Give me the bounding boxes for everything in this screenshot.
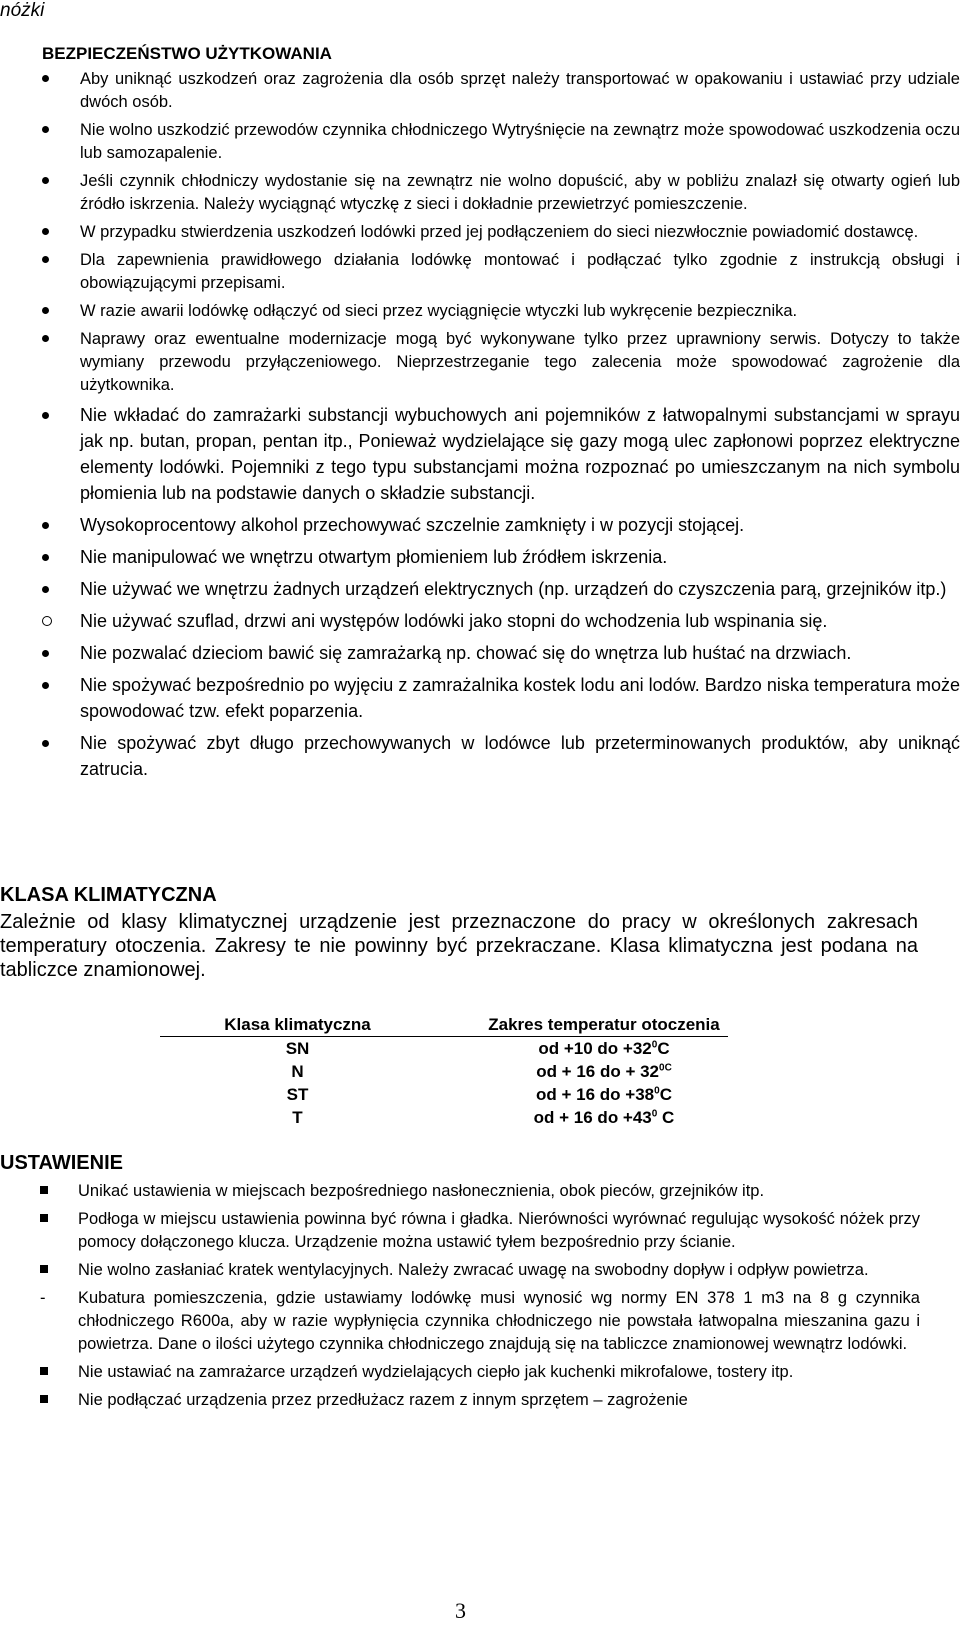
bullet-icon [42,512,76,538]
square-bullet-icon [40,1208,70,1231]
table-header: Klasa klimatyczna [160,1013,435,1037]
list-item: Nie używać we wnętrzu żadnych urządzeń elektrycznych (np. urządzeń do czyszczenia parą, grzejników itp.) [42,576,960,602]
klasa-heading: KLASA KLIMATYCZNA [0,884,217,906]
list-item: Unikać ustawienia w miejscach bezpośredniego nasłonecznienia, obok pieców, grzejników itp. [40,1180,920,1203]
list-item: Nie pozwalać dzieciom bawić się zamrażarką np. chować się do wnętrza lub huśtać na drzwiach. [42,640,960,666]
list-item: Podłoga w miejscu ustawienia powinna być równa i gładka. Nierówności wyrównać regulując wysokość nóżek przy pomocy dołączonego klucza. Urządzenie można ustawić tyłem bezpośrednio przy ścianie. [40,1208,920,1254]
table-row: SN od +10 do $+32^0C$ [285,1038,670,1058]
safety-list [42,68,960,788]
bullet-icon [42,300,76,323]
dash-bullet: - [40,1289,46,1307]
list-item: - Kubatura pomieszczenia, gdzie ustawiamy lodówkę musi wynosić wg normy EN 378 1 m3 na 8 g czynnika chłodniczego R600a, aby w razie wypłynięcia czynnika chłodniczego nie powstała łatwopalna mieszanina gazu i powietrza. Dane o ilości użytego czynnika chłodniczego znajdują się na tabliczce znamionowej wewnątrz lodówki. [40,1289,920,1353]
square-bullet-icon [40,1259,70,1282]
bullet-icon [42,328,76,351]
bullet-icon [42,672,76,698]
list-item: Nie spożywać bezpośrednio po wyjęciu z zamrażalnika kostek lodu ani lodów. Bardzo niska temperatura może spowodować tzw. efekt poparzenia. [42,672,960,724]
table-row: ST od + 16 do $+38^0C$ [286,1084,672,1104]
bullet-icon [42,119,76,142]
bullet-icon [42,544,76,570]
bullet-icon [42,221,76,244]
list-item: Aby uniknąć uszkodzeń oraz zagrożenia dla osób sprzęt należy transportować w opakowaniu i ustawiać przy udziale dwóch osób. [42,68,960,114]
table-header: Zakres temperatur otoczenia [435,1013,728,1037]
bullet-icon [42,68,76,91]
list-item: Nie podłączać urządzenia przez przedłużacz razem z innym sprzętem – zagrożenie [40,1389,920,1412]
circle-bullet-icon [42,608,76,634]
list-item: Jeśli czynnik chłodniczy wydostanie się na zewnątrz nie wolno dopuścić, aby w pobliżu znalazł się otwarty ogień lub źródło iskrzenia. Należy wyciągnąć wtyczkę z sieci i dokładnie przewietrzyć pomieszczenie. [42,170,960,216]
bullet-icon [42,402,76,428]
bullet-icon [42,249,76,272]
list-item: Nie wolno uszkodzić przewodów czynnika chłodniczego Wytryśnięcie na zewnątrz może spowodować uszkodzenia oczu lub samozapalenie. [42,119,960,165]
bullet-icon [42,730,76,756]
list-item: W razie awarii lodówkę odłączyć od sieci przez wyciągnięcie wtyczki lub wykręcenie bezpiecznika. [42,300,960,323]
page-number: 3 [455,1598,466,1623]
ustawienie-list [40,1180,920,1417]
bullet-icon [42,170,76,193]
square-bullet-icon [40,1361,70,1384]
climate-class-table [160,1013,728,1129]
table-row: N od + 16 do + $32^{0C}$ [291,1061,672,1081]
list-item: Nie wkładać do zamrażarki substancji wybuchowych ani pojemników z łatwopalnymi substancjami w sprayu jak np. butan, propan, pentan itp., Ponieważ wydzielające się gazy mogą ulec zapłonowi poprzez elektryczne elementy lodówki. Pojemniki z tego typu substancjami można rozpoznać po umieszczanym na nich symbolu płomienia lub na podstawie danych o składzie substancji. [42,402,960,506]
list-item: Nie ustawiać na zamrażarce urządzeń wydzielających ciepło jak kuchenki mikrofalowe, tostery itp. [40,1361,920,1384]
ustawienie-heading: USTAWIENIE [0,1152,123,1174]
klasa-paragraph: Zależnie od klasy klimatycznej urządzenie jest przeznaczone do pracy w określonych zakresach temperatury otoczenia. Zakresy te nie powinny być przekraczane. Klasa klimatyczna jest podana na tabliczce znamionowej. [0,911,918,981]
square-bullet-icon [40,1180,70,1203]
square-bullet-icon [40,1389,70,1412]
list-item: Nie wolno zasłaniać kratek wentylacyjnych. Należy zwracać uwagę na swobodny dopływ i odpływ powietrza. [40,1259,920,1282]
safety-heading: BEZPIECZEŃSTWO UŻYTKOWANIA [42,44,332,63]
table-row: T od + 16 do $+43^0$ C [292,1107,675,1127]
list-item: Nie spożywać zbyt długo przechowywanych w lodówce lub przeterminowanych produktów, aby uniknąć zatrucia. [42,730,960,782]
list-item: Wysokoprocentowy alkohol przechowywać szczelnie zamknięty i w pozycji stojącej. [42,512,960,538]
list-item: Nie manipulować we wnętrzu otwartym płomieniem lub źródłem iskrzenia. [42,544,960,570]
list-item: Nie używać szuflad, drzwi ani występów lodówki jako stopni do wchodzenia lub wspinania się. [42,608,960,634]
list-item: W przypadku stwierdzenia uszkodzeń lodówki przed jej podłączeniem do sieci niezwłocznie powiadomić dostawcę. [42,221,960,244]
page-fragment-text: nóżki [0,0,45,21]
bullet-icon [42,640,76,666]
list-item: Naprawy oraz ewentualne modernizacje mogą być wykonywane tylko przez uprawniony serwis. Dotyczy to także wymiany przewodu przyłączeniowego. Nieprzestrzeganie tego zalecenia może spowodować zagrożenie dla użytkownika. [42,328,960,397]
list-item: Dla zapewnienia prawidłowego działania lodówkę montować i podłączać tylko zgodnie z instrukcją obsługi i obowiązującymi przepisami. [42,249,960,295]
bullet-icon [42,576,76,602]
